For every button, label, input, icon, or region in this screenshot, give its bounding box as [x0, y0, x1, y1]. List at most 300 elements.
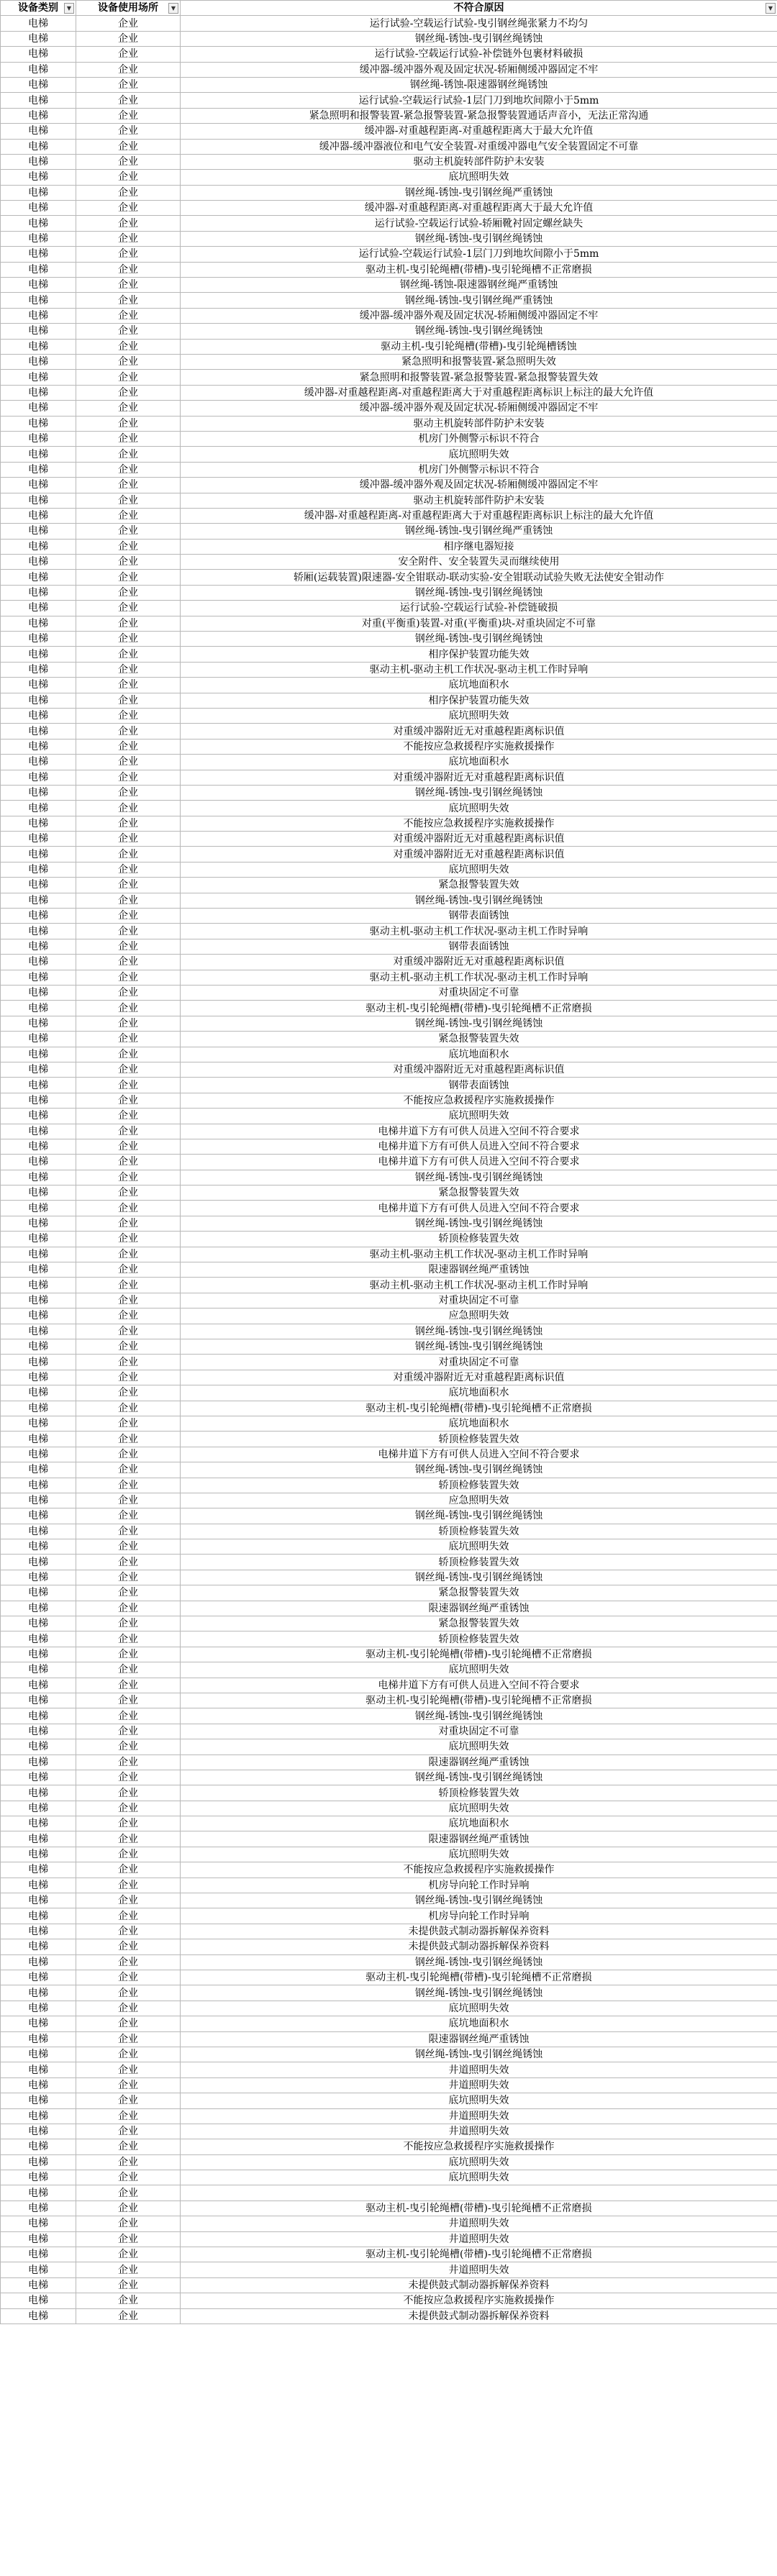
- cell-nonconformity-reason[interactable]: 安全附件、安全装置失灵而继续使用: [181, 555, 777, 570]
- cell-equipment-type[interactable]: 电梯: [1, 1754, 76, 1770]
- cell-usage-place[interactable]: 企业: [76, 1401, 181, 1416]
- cell-equipment-type[interactable]: 电梯: [1, 1309, 76, 1324]
- cell-nonconformity-reason[interactable]: 底坑照明失效: [181, 2170, 777, 2185]
- cell-equipment-type[interactable]: 电梯: [1, 1801, 76, 1816]
- cell-usage-place[interactable]: 企业: [76, 939, 181, 954]
- cell-usage-place[interactable]: 企业: [76, 1216, 181, 1231]
- cell-equipment-type[interactable]: 电梯: [1, 31, 76, 46]
- cell-usage-place[interactable]: 企业: [76, 1309, 181, 1324]
- cell-usage-place[interactable]: 企业: [76, 524, 181, 539]
- cell-usage-place[interactable]: 企业: [76, 1447, 181, 1462]
- cell-usage-place[interactable]: 企业: [76, 370, 181, 385]
- cell-equipment-type[interactable]: 电梯: [1, 77, 76, 92]
- cell-equipment-type[interactable]: 电梯: [1, 1539, 76, 1555]
- cell-usage-place[interactable]: 企业: [76, 462, 181, 477]
- cell-nonconformity-reason[interactable]: 电梯井道下方有可供人员进入空间不符合要求: [181, 1155, 777, 1170]
- cell-equipment-type[interactable]: 电梯: [1, 739, 76, 754]
- cell-equipment-type[interactable]: 电梯: [1, 1785, 76, 1801]
- cell-nonconformity-reason[interactable]: 不能按应急救援程序实施救援操作: [181, 739, 777, 754]
- cell-usage-place[interactable]: 企业: [76, 354, 181, 369]
- cell-equipment-type[interactable]: 电梯: [1, 2077, 76, 2093]
- cell-nonconformity-reason[interactable]: 紧急照明和报警装置-紧急照明失效: [181, 354, 777, 369]
- cell-usage-place[interactable]: 企业: [76, 1493, 181, 1508]
- cell-nonconformity-reason[interactable]: 相序保护装置功能失效: [181, 647, 777, 662]
- cell-nonconformity-reason[interactable]: 未提供鼓式制动器拆解保养资料: [181, 2277, 777, 2293]
- cell-usage-place[interactable]: 企业: [76, 401, 181, 416]
- cell-nonconformity-reason[interactable]: 运行试验-空载运行试验-1层门刀到地坎间隙小于5mm: [181, 247, 777, 262]
- cell-usage-place[interactable]: 企业: [76, 1524, 181, 1539]
- cell-usage-place[interactable]: 企业: [76, 16, 181, 31]
- cell-usage-place[interactable]: 企业: [76, 293, 181, 308]
- cell-equipment-type[interactable]: 电梯: [1, 1585, 76, 1601]
- cell-nonconformity-reason[interactable]: 缓冲器-缓冲器外观及固定状况-轿厢侧缓冲器固定不牢: [181, 401, 777, 416]
- cell-equipment-type[interactable]: 电梯: [1, 893, 76, 908]
- cell-equipment-type[interactable]: 电梯: [1, 2016, 76, 2031]
- cell-equipment-type[interactable]: 电梯: [1, 2247, 76, 2262]
- cell-usage-place[interactable]: 企业: [76, 2277, 181, 2293]
- cell-usage-place[interactable]: 企业: [76, 1939, 181, 1954]
- cell-equipment-type[interactable]: 电梯: [1, 1508, 76, 1524]
- cell-nonconformity-reason[interactable]: 对重缓冲器附近无对重越程距离标识值: [181, 955, 777, 970]
- cell-equipment-type[interactable]: 电梯: [1, 1647, 76, 1662]
- cell-equipment-type[interactable]: 电梯: [1, 139, 76, 154]
- cell-equipment-type[interactable]: 电梯: [1, 1339, 76, 1354]
- cell-equipment-type[interactable]: 电梯: [1, 1355, 76, 1370]
- cell-equipment-type[interactable]: 电梯: [1, 1570, 76, 1585]
- cell-nonconformity-reason[interactable]: 钢丝绳-锈蚀-曳引钢丝绳锈蚀: [181, 1462, 777, 1478]
- cell-equipment-type[interactable]: 电梯: [1, 1432, 76, 1447]
- cell-equipment-type[interactable]: 电梯: [1, 93, 76, 108]
- cell-equipment-type[interactable]: 电梯: [1, 616, 76, 631]
- cell-equipment-type[interactable]: 电梯: [1, 2154, 76, 2170]
- cell-usage-place[interactable]: 企业: [76, 616, 181, 631]
- cell-equipment-type[interactable]: 电梯: [1, 801, 76, 816]
- cell-usage-place[interactable]: 企业: [76, 693, 181, 708]
- cell-equipment-type[interactable]: 电梯: [1, 293, 76, 308]
- cell-nonconformity-reason[interactable]: 井道照明失效: [181, 2077, 777, 2093]
- cell-equipment-type[interactable]: 电梯: [1, 1970, 76, 1985]
- cell-equipment-type[interactable]: 电梯: [1, 1170, 76, 1185]
- cell-nonconformity-reason[interactable]: 驱动主机旋转部件防护未安装: [181, 493, 777, 508]
- cell-equipment-type[interactable]: 电梯: [1, 1139, 76, 1154]
- cell-equipment-type[interactable]: 电梯: [1, 1062, 76, 1077]
- cell-usage-place[interactable]: 企业: [76, 1185, 181, 1201]
- cell-nonconformity-reason[interactable]: 驱动主机-曳引轮绳槽(带槽)-曳引轮绳槽不正常磨损: [181, 1647, 777, 1662]
- cell-usage-place[interactable]: 企业: [76, 247, 181, 262]
- cell-nonconformity-reason[interactable]: 驱动主机-曳引轮绳槽(带槽)-曳引轮绳槽不正常磨损: [181, 1001, 777, 1016]
- cell-equipment-type[interactable]: 电梯: [1, 1739, 76, 1754]
- cell-nonconformity-reason[interactable]: 钢丝绳-锈蚀-曳引钢丝绳锈蚀: [181, 632, 777, 647]
- cell-usage-place[interactable]: 企业: [76, 662, 181, 677]
- cell-usage-place[interactable]: 企业: [76, 139, 181, 154]
- cell-usage-place[interactable]: 企业: [76, 2077, 181, 2093]
- cell-usage-place[interactable]: 企业: [76, 2093, 181, 2108]
- cell-equipment-type[interactable]: 电梯: [1, 755, 76, 770]
- cell-nonconformity-reason[interactable]: 钢丝绳-锈蚀-曳引钢丝绳锈蚀: [181, 1339, 777, 1354]
- cell-nonconformity-reason[interactable]: 紧急报警装置失效: [181, 1185, 777, 1201]
- cell-equipment-type[interactable]: 电梯: [1, 2185, 76, 2200]
- cell-equipment-type[interactable]: 电梯: [1, 955, 76, 970]
- cell-nonconformity-reason[interactable]: 缓冲器-对重越程距离-对重越程距离大于最大允许值: [181, 201, 777, 216]
- cell-usage-place[interactable]: 企业: [76, 154, 181, 169]
- cell-nonconformity-reason[interactable]: 机房导向轮工作时异响: [181, 1878, 777, 1893]
- cell-equipment-type[interactable]: 电梯: [1, 1155, 76, 1170]
- cell-equipment-type[interactable]: 电梯: [1, 62, 76, 77]
- filter-dropdown-icon[interactable]: ▼: [765, 3, 776, 14]
- cell-equipment-type[interactable]: 电梯: [1, 1232, 76, 1247]
- cell-nonconformity-reason[interactable]: 钢带表面锈蚀: [181, 909, 777, 924]
- cell-equipment-type[interactable]: 电梯: [1, 939, 76, 954]
- cell-equipment-type[interactable]: 电梯: [1, 1862, 76, 1878]
- cell-nonconformity-reason[interactable]: 紧急照明和报警装置-紧急报警装置-紧急报警装置失效: [181, 370, 777, 385]
- column-header-equipment-type[interactable]: [1, 1, 76, 16]
- cell-nonconformity-reason[interactable]: 缓冲器-缓冲器外观及固定状况-轿厢侧缓冲器固定不牢: [181, 478, 777, 493]
- cell-usage-place[interactable]: 企业: [76, 1985, 181, 2001]
- cell-usage-place[interactable]: 企业: [76, 785, 181, 800]
- cell-equipment-type[interactable]: 电梯: [1, 1401, 76, 1416]
- filter-dropdown-icon[interactable]: ▼: [64, 3, 74, 14]
- cell-equipment-type[interactable]: 电梯: [1, 1262, 76, 1278]
- cell-nonconformity-reason[interactable]: 驱动主机-曳引轮绳槽(带槽)-曳引轮绳槽不正常磨损: [181, 2200, 777, 2216]
- cell-equipment-type[interactable]: 电梯: [1, 370, 76, 385]
- cell-nonconformity-reason[interactable]: 对重(平衡重)装置-对重(平衡重)块-对重块固定不可靠: [181, 616, 777, 631]
- cell-usage-place[interactable]: 企业: [76, 1770, 181, 1785]
- cell-nonconformity-reason[interactable]: 井道照明失效: [181, 2216, 777, 2231]
- cell-usage-place[interactable]: 企业: [76, 909, 181, 924]
- cell-equipment-type[interactable]: 电梯: [1, 1447, 76, 1462]
- cell-usage-place[interactable]: 企业: [76, 1954, 181, 1970]
- cell-usage-place[interactable]: 企业: [76, 924, 181, 939]
- cell-nonconformity-reason[interactable]: 对重缓冲器附近无对重越程距离标识值: [181, 724, 777, 739]
- cell-equipment-type[interactable]: 电梯: [1, 124, 76, 139]
- cell-usage-place[interactable]: 企业: [76, 1001, 181, 1016]
- cell-nonconformity-reason[interactable]: 对重块固定不可靠: [181, 1355, 777, 1370]
- cell-equipment-type[interactable]: 电梯: [1, 986, 76, 1001]
- cell-nonconformity-reason[interactable]: 底坑照明失效: [181, 1539, 777, 1555]
- cell-usage-place[interactable]: 企业: [76, 986, 181, 1001]
- cell-nonconformity-reason[interactable]: 电梯井道下方有可供人员进入空间不符合要求: [181, 1139, 777, 1154]
- cell-nonconformity-reason[interactable]: 底坑照明失效: [181, 2154, 777, 2170]
- cell-equipment-type[interactable]: 电梯: [1, 678, 76, 693]
- cell-equipment-type[interactable]: 电梯: [1, 2277, 76, 2293]
- cell-nonconformity-reason[interactable]: 相序继电器短接: [181, 539, 777, 554]
- cell-nonconformity-reason[interactable]: 紧急报警装置失效: [181, 1585, 777, 1601]
- cell-usage-place[interactable]: 企业: [76, 1462, 181, 1478]
- cell-usage-place[interactable]: 企业: [76, 1278, 181, 1293]
- cell-equipment-type[interactable]: 电梯: [1, 1385, 76, 1401]
- cell-equipment-type[interactable]: 电梯: [1, 1370, 76, 1385]
- cell-usage-place[interactable]: 企业: [76, 632, 181, 647]
- cell-usage-place[interactable]: 企业: [76, 2262, 181, 2277]
- cell-nonconformity-reason[interactable]: 紧急照明和报警装置-紧急报警装置-紧急报警装置通话声音小，无法正常沟通: [181, 108, 777, 123]
- cell-nonconformity-reason[interactable]: 紧急报警装置失效: [181, 878, 777, 893]
- cell-equipment-type[interactable]: 电梯: [1, 1185, 76, 1201]
- cell-usage-place[interactable]: 企业: [76, 2124, 181, 2139]
- cell-usage-place[interactable]: 企业: [76, 2185, 181, 2200]
- cell-usage-place[interactable]: 企业: [76, 62, 181, 77]
- cell-nonconformity-reason[interactable]: 钢丝绳-锈蚀-曳引钢丝绳锈蚀: [181, 1708, 777, 1724]
- cell-equipment-type[interactable]: 电梯: [1, 1462, 76, 1478]
- cell-nonconformity-reason[interactable]: 钢丝绳-锈蚀-曳引钢丝绳锈蚀: [181, 1508, 777, 1524]
- cell-equipment-type[interactable]: 电梯: [1, 1047, 76, 1062]
- cell-nonconformity-reason[interactable]: [181, 2185, 777, 2200]
- cell-usage-place[interactable]: 企业: [76, 893, 181, 908]
- cell-usage-place[interactable]: 企业: [76, 447, 181, 462]
- cell-usage-place[interactable]: 企业: [76, 2031, 181, 2047]
- cell-nonconformity-reason[interactable]: 驱动主机旋转部件防护未安装: [181, 416, 777, 431]
- cell-equipment-type[interactable]: 电梯: [1, 108, 76, 123]
- cell-nonconformity-reason[interactable]: 钢丝绳-锈蚀-曳引钢丝绳锈蚀: [181, 1170, 777, 1185]
- cell-usage-place[interactable]: 企业: [76, 2247, 181, 2262]
- cell-usage-place[interactable]: 企业: [76, 216, 181, 231]
- cell-nonconformity-reason[interactable]: 应急照明失效: [181, 1309, 777, 1324]
- cell-usage-place[interactable]: 企业: [76, 1708, 181, 1724]
- cell-usage-place[interactable]: 企业: [76, 1062, 181, 1077]
- cell-equipment-type[interactable]: 电梯: [1, 1939, 76, 1954]
- cell-nonconformity-reason[interactable]: 运行试验-空载运行试验-补偿链破损: [181, 601, 777, 616]
- cell-usage-place[interactable]: 企业: [76, 1262, 181, 1278]
- cell-equipment-type[interactable]: 电梯: [1, 539, 76, 554]
- cell-equipment-type[interactable]: 电梯: [1, 1847, 76, 1862]
- cell-usage-place[interactable]: 企业: [76, 77, 181, 92]
- cell-usage-place[interactable]: 企业: [76, 1555, 181, 1570]
- cell-usage-place[interactable]: 企业: [76, 385, 181, 400]
- cell-nonconformity-reason[interactable]: 不能按应急救援程序实施救援操作: [181, 816, 777, 831]
- cell-equipment-type[interactable]: 电梯: [1, 1831, 76, 1847]
- cell-nonconformity-reason[interactable]: 驱动主机-驱动主机工作状况-驱动主机工作时异响: [181, 662, 777, 677]
- cell-equipment-type[interactable]: 电梯: [1, 339, 76, 354]
- cell-nonconformity-reason[interactable]: 驱动主机-曳引轮绳槽(带槽)-曳引轮绳槽不正常磨损: [181, 1693, 777, 1708]
- cell-nonconformity-reason[interactable]: 钢丝绳-锈蚀-曳引钢丝绳严重锈蚀: [181, 293, 777, 308]
- cell-equipment-type[interactable]: 电梯: [1, 2262, 76, 2277]
- cell-usage-place[interactable]: 企业: [76, 862, 181, 877]
- cell-usage-place[interactable]: 企业: [76, 1016, 181, 1031]
- cell-equipment-type[interactable]: 电梯: [1, 2031, 76, 2047]
- cell-usage-place[interactable]: 企业: [76, 1139, 181, 1154]
- cell-usage-place[interactable]: 企业: [76, 1801, 181, 1816]
- cell-equipment-type[interactable]: 电梯: [1, 154, 76, 169]
- cell-equipment-type[interactable]: 电梯: [1, 416, 76, 431]
- cell-nonconformity-reason[interactable]: 底坑地面积水: [181, 1816, 777, 1831]
- cell-equipment-type[interactable]: 电梯: [1, 1662, 76, 1678]
- cell-equipment-type[interactable]: 电梯: [1, 1555, 76, 1570]
- cell-equipment-type[interactable]: 电梯: [1, 308, 76, 323]
- cell-usage-place[interactable]: 企业: [76, 1385, 181, 1401]
- cell-nonconformity-reason[interactable]: 驱动主机-驱动主机工作状况-驱动主机工作时异响: [181, 1278, 777, 1293]
- cell-usage-place[interactable]: 企业: [76, 816, 181, 831]
- cell-nonconformity-reason[interactable]: 机房门外侧警示标识不符合: [181, 462, 777, 477]
- cell-nonconformity-reason[interactable]: 机房导向轮工作时异响: [181, 1908, 777, 1924]
- cell-nonconformity-reason[interactable]: 驱动主机-曳引轮绳槽(带槽)-曳引轮绳槽不正常磨损: [181, 1401, 777, 1416]
- cell-nonconformity-reason[interactable]: 底坑照明失效: [181, 862, 777, 877]
- cell-nonconformity-reason[interactable]: 钢丝绳-锈蚀-曳引钢丝绳锈蚀: [181, 231, 777, 246]
- filter-dropdown-icon[interactable]: ▼: [168, 3, 178, 14]
- cell-equipment-type[interactable]: 电梯: [1, 1247, 76, 1262]
- cell-nonconformity-reason[interactable]: 对重缓冲器附近无对重越程距离标识值: [181, 847, 777, 862]
- cell-nonconformity-reason[interactable]: 钢丝绳-锈蚀-曳引钢丝绳锈蚀: [181, 31, 777, 46]
- cell-equipment-type[interactable]: 电梯: [1, 1893, 76, 1908]
- cell-equipment-type[interactable]: 电梯: [1, 1924, 76, 1939]
- cell-nonconformity-reason[interactable]: 轿顶检修装置失效: [181, 1524, 777, 1539]
- cell-equipment-type[interactable]: 电梯: [1, 447, 76, 462]
- cell-usage-place[interactable]: 企业: [76, 955, 181, 970]
- cell-usage-place[interactable]: 企业: [76, 1539, 181, 1555]
- cell-usage-place[interactable]: 企业: [76, 170, 181, 185]
- cell-equipment-type[interactable]: 电梯: [1, 770, 76, 785]
- cell-usage-place[interactable]: 企业: [76, 339, 181, 354]
- cell-usage-place[interactable]: 企业: [76, 2200, 181, 2216]
- cell-nonconformity-reason[interactable]: 底坑地面积水: [181, 1416, 777, 1431]
- cell-nonconformity-reason[interactable]: 钢丝绳-锈蚀-曳引钢丝绳锈蚀: [181, 585, 777, 600]
- cell-nonconformity-reason[interactable]: 底坑照明失效: [181, 1739, 777, 1754]
- cell-nonconformity-reason[interactable]: 缓冲器-缓冲器外观及固定状况-轿厢侧缓冲器固定不牢: [181, 308, 777, 323]
- cell-equipment-type[interactable]: 电梯: [1, 401, 76, 416]
- cell-usage-place[interactable]: 企业: [76, 1339, 181, 1354]
- cell-usage-place[interactable]: 企业: [76, 124, 181, 139]
- cell-usage-place[interactable]: 企业: [76, 555, 181, 570]
- cell-usage-place[interactable]: 企业: [76, 1678, 181, 1693]
- cell-equipment-type[interactable]: 电梯: [1, 1109, 76, 1124]
- cell-equipment-type[interactable]: 电梯: [1, 524, 76, 539]
- cell-equipment-type[interactable]: 电梯: [1, 585, 76, 600]
- cell-nonconformity-reason[interactable]: 底坑照明失效: [181, 1801, 777, 1816]
- cell-equipment-type[interactable]: 电梯: [1, 262, 76, 277]
- cell-nonconformity-reason[interactable]: 轿顶检修装置失效: [181, 1785, 777, 1801]
- cell-usage-place[interactable]: 企业: [76, 1601, 181, 1616]
- cell-usage-place[interactable]: 企业: [76, 708, 181, 723]
- cell-equipment-type[interactable]: 电梯: [1, 708, 76, 723]
- cell-equipment-type[interactable]: 电梯: [1, 493, 76, 508]
- cell-equipment-type[interactable]: 电梯: [1, 2093, 76, 2108]
- cell-nonconformity-reason[interactable]: 井道照明失效: [181, 2231, 777, 2247]
- cell-equipment-type[interactable]: 电梯: [1, 508, 76, 523]
- cell-usage-place[interactable]: 企业: [76, 1109, 181, 1124]
- cell-equipment-type[interactable]: 电梯: [1, 1631, 76, 1647]
- cell-equipment-type[interactable]: 电梯: [1, 1016, 76, 1031]
- cell-usage-place[interactable]: 企业: [76, 1816, 181, 1831]
- cell-usage-place[interactable]: 企业: [76, 724, 181, 739]
- cell-usage-place[interactable]: 企业: [76, 1508, 181, 1524]
- cell-equipment-type[interactable]: 电梯: [1, 878, 76, 893]
- cell-nonconformity-reason[interactable]: 钢丝绳-锈蚀-曳引钢丝绳锈蚀: [181, 1324, 777, 1339]
- cell-equipment-type[interactable]: 电梯: [1, 1201, 76, 1216]
- cell-nonconformity-reason[interactable]: 紧急报警装置失效: [181, 1616, 777, 1631]
- cell-equipment-type[interactable]: 电梯: [1, 1093, 76, 1108]
- cell-equipment-type[interactable]: 电梯: [1, 1001, 76, 1016]
- cell-nonconformity-reason[interactable]: 井道照明失效: [181, 2262, 777, 2277]
- cell-usage-place[interactable]: 企业: [76, 1093, 181, 1108]
- cell-nonconformity-reason[interactable]: 机房门外侧警示标识不符合: [181, 431, 777, 446]
- cell-nonconformity-reason[interactable]: 钢丝绳-锈蚀-曳引钢丝绳锈蚀: [181, 1770, 777, 1785]
- cell-nonconformity-reason[interactable]: 紧急报警装置失效: [181, 1032, 777, 1047]
- cell-nonconformity-reason[interactable]: 底坑地面积水: [181, 2016, 777, 2031]
- cell-usage-place[interactable]: 企业: [76, 1232, 181, 1247]
- cell-usage-place[interactable]: 企业: [76, 1370, 181, 1385]
- cell-usage-place[interactable]: 企业: [76, 570, 181, 585]
- cell-equipment-type[interactable]: 电梯: [1, 1816, 76, 1831]
- cell-equipment-type[interactable]: 电梯: [1, 862, 76, 877]
- cell-equipment-type[interactable]: 电梯: [1, 185, 76, 200]
- cell-equipment-type[interactable]: 电梯: [1, 1293, 76, 1308]
- cell-usage-place[interactable]: 企业: [76, 1693, 181, 1708]
- cell-usage-place[interactable]: 企业: [76, 2154, 181, 2170]
- cell-nonconformity-reason[interactable]: 底坑地面积水: [181, 755, 777, 770]
- cell-usage-place[interactable]: 企业: [76, 93, 181, 108]
- cell-nonconformity-reason[interactable]: 钢丝绳-锈蚀-限速器钢丝绳锈蚀: [181, 77, 777, 92]
- cell-nonconformity-reason[interactable]: 缓冲器-对重越程距离-对重越程距离大于对重越程距离标识上标注的最大允许值: [181, 508, 777, 523]
- cell-usage-place[interactable]: 企业: [76, 1124, 181, 1139]
- cell-equipment-type[interactable]: 电梯: [1, 278, 76, 293]
- cell-usage-place[interactable]: 企业: [76, 2293, 181, 2308]
- cell-equipment-type[interactable]: 电梯: [1, 1032, 76, 1047]
- cell-usage-place[interactable]: 企业: [76, 647, 181, 662]
- cell-equipment-type[interactable]: 电梯: [1, 1616, 76, 1631]
- cell-usage-place[interactable]: 企业: [76, 2139, 181, 2154]
- cell-nonconformity-reason[interactable]: 运行试验-空载运行试验-1层门刀到地坎间隙小于5mm: [181, 93, 777, 108]
- cell-nonconformity-reason[interactable]: 驱动主机-曳引轮绳槽(带槽)-曳引轮绳槽不正常磨损: [181, 1970, 777, 1985]
- cell-usage-place[interactable]: 企业: [76, 1924, 181, 1939]
- cell-equipment-type[interactable]: 电梯: [1, 462, 76, 477]
- cell-usage-place[interactable]: 企业: [76, 770, 181, 785]
- cell-nonconformity-reason[interactable]: 电梯井道下方有可供人员进入空间不符合要求: [181, 1447, 777, 1462]
- cell-equipment-type[interactable]: 电梯: [1, 1324, 76, 1339]
- cell-equipment-type[interactable]: 电梯: [1, 2200, 76, 2216]
- cell-usage-place[interactable]: 企业: [76, 1047, 181, 1062]
- cell-nonconformity-reason[interactable]: 钢丝绳-锈蚀-曳引钢丝绳锈蚀: [181, 785, 777, 800]
- cell-usage-place[interactable]: 企业: [76, 801, 181, 816]
- cell-nonconformity-reason[interactable]: 缓冲器-缓冲器液位和电气安全装置-对重缓冲器电气安全装置固定不可靠: [181, 139, 777, 154]
- cell-usage-place[interactable]: 企业: [76, 1831, 181, 1847]
- cell-usage-place[interactable]: 企业: [76, 324, 181, 339]
- cell-nonconformity-reason[interactable]: 底坑照明失效: [181, 1847, 777, 1862]
- cell-usage-place[interactable]: 企业: [76, 231, 181, 246]
- cell-equipment-type[interactable]: 电梯: [1, 247, 76, 262]
- cell-usage-place[interactable]: 企业: [76, 2062, 181, 2077]
- cell-usage-place[interactable]: 企业: [76, 31, 181, 46]
- cell-equipment-type[interactable]: 电梯: [1, 2216, 76, 2231]
- cell-nonconformity-reason[interactable]: 底坑照明失效: [181, 708, 777, 723]
- cell-usage-place[interactable]: 企业: [76, 1724, 181, 1739]
- cell-nonconformity-reason[interactable]: 钢丝绳-锈蚀-曳引钢丝绳锈蚀: [181, 1954, 777, 1970]
- cell-nonconformity-reason[interactable]: 井道照明失效: [181, 2124, 777, 2139]
- cell-usage-place[interactable]: 企业: [76, 2001, 181, 2016]
- cell-equipment-type[interactable]: 电梯: [1, 1216, 76, 1231]
- cell-usage-place[interactable]: 企业: [76, 2108, 181, 2124]
- cell-nonconformity-reason[interactable]: 底坑照明失效: [181, 1662, 777, 1678]
- cell-nonconformity-reason[interactable]: 轿厢(运载装置)限速器-安全钳联动-联动实验-安全钳联动试验失败无法使安全钳动作: [181, 570, 777, 585]
- cell-nonconformity-reason[interactable]: 运行试验-空载运行试验-补偿链外包裹材料破损: [181, 47, 777, 62]
- cell-equipment-type[interactable]: 电梯: [1, 647, 76, 662]
- cell-nonconformity-reason[interactable]: 对重缓冲器附近无对重越程距离标识值: [181, 832, 777, 847]
- cell-nonconformity-reason[interactable]: 钢丝绳-锈蚀-曳引钢丝绳锈蚀: [181, 1985, 777, 2001]
- cell-equipment-type[interactable]: 电梯: [1, 231, 76, 246]
- cell-equipment-type[interactable]: 电梯: [1, 2062, 76, 2077]
- cell-equipment-type[interactable]: 电梯: [1, 924, 76, 939]
- cell-usage-place[interactable]: 企业: [76, 185, 181, 200]
- cell-equipment-type[interactable]: 电梯: [1, 47, 76, 62]
- cell-nonconformity-reason[interactable]: 钢丝绳-锈蚀-曳引钢丝绳严重锈蚀: [181, 185, 777, 200]
- cell-usage-place[interactable]: 企业: [76, 1847, 181, 1862]
- cell-usage-place[interactable]: 企业: [76, 1570, 181, 1585]
- cell-nonconformity-reason[interactable]: 钢丝绳-锈蚀-曳引钢丝绳锈蚀: [181, 2047, 777, 2062]
- column-header-nonconformity-reason[interactable]: [181, 1, 777, 16]
- cell-nonconformity-reason[interactable]: 电梯井道下方有可供人员进入空间不符合要求: [181, 1678, 777, 1693]
- column-header-usage-place[interactable]: [76, 1, 181, 16]
- cell-equipment-type[interactable]: 电梯: [1, 2293, 76, 2308]
- cell-usage-place[interactable]: 企业: [76, 1970, 181, 1985]
- cell-equipment-type[interactable]: 电梯: [1, 1985, 76, 2001]
- cell-equipment-type[interactable]: 电梯: [1, 662, 76, 677]
